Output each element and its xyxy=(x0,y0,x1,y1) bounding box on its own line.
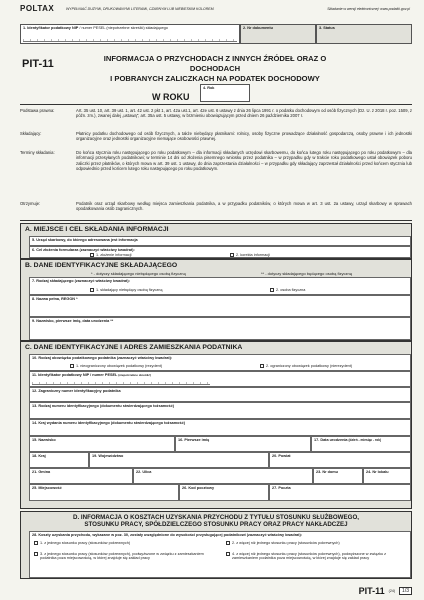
resident-checkbox[interactable] xyxy=(70,364,74,368)
legal-info-block xyxy=(20,104,412,221)
natural-person-checkbox[interactable] xyxy=(270,288,274,292)
submitter-value: Płatnicy podatku dochodowego od osób fizycznych, a także niebędący płatnikami: rolnicy, osoby fizyczne prowadzące działalność gospodarczą, osoby prawne i ich jednostki organizacyjne oraz jednostki organizacyjne niemające osobowości prawnej. xyxy=(76,131,412,142)
costs-field xyxy=(29,531,411,578)
nonresident-checkbox[interactable] xyxy=(260,364,264,368)
section-c xyxy=(20,341,412,509)
document-number-label: 2. Nr dokumentu xyxy=(243,26,273,30)
taxpayer-nip-sublabel: (niepotrzebne skreślić) xyxy=(117,373,151,377)
year-label: 4. Rok xyxy=(203,86,215,90)
submitter-type-field xyxy=(29,277,411,295)
cost-option-1-checkbox[interactable] xyxy=(34,541,38,545)
tax-obligation-sublabel: (zaznaczyć właściwy kwadrat): xyxy=(115,356,173,360)
correction-checkbox[interactable] xyxy=(230,253,234,257)
correction-option[interactable]: 2. korekta informacji xyxy=(230,253,270,257)
birth-date-label: 17. Data urodzenia xyxy=(314,438,348,442)
submitter-type-sublabel: (zaznaczyć właściwy kwadrat): xyxy=(73,279,130,283)
natural-person-note: ** - dotyczy składającego będącego osobą fizyczną xyxy=(261,271,352,276)
submitter-key: Składający: xyxy=(20,131,42,136)
purpose-sublabel: (zaznaczyć właściwy kwadrat): xyxy=(78,248,135,252)
municipality-label: 21. Gmina xyxy=(32,470,51,474)
section-a xyxy=(20,223,412,259)
legal-basis-value: Art. 35 ust. 10, art. 39 ust. 1, art. 42 ust. 2 pkt 1, art. 42a ust.1, art. 42e ust. 6 ustawy z dnia 26 lipca 1991 r. o podatku dochodowym od osób fizycznych (Dz. U. z 2018 r. poz. 1509, z późn. zm.), zwanej dalej „ustawą”; art. 35a ust. 5 ustawy, w brzmieniu obowiązującym przed dniem 26 października 2007 r. xyxy=(76,108,412,119)
w-roku-label: W ROKU xyxy=(152,92,190,102)
section-d-title xyxy=(21,512,411,531)
cost-option-4-checkbox[interactable] xyxy=(226,552,230,556)
page-number: 1/3 xyxy=(399,587,412,595)
id-type-field[interactable] xyxy=(29,402,411,419)
recipient-value: Podatnik oraz urząd skarbowy według miejsca zamieszkania podatnika, a w przypadku podatników, o których mowa w art. 3 ust. 2a ustawy, urząd skarbowy w sprawach opodatkowania osób zagranicznych. xyxy=(76,201,412,212)
first-name-label: 16. Pierwsze imię xyxy=(178,438,210,442)
submission-checkbox[interactable] xyxy=(90,253,94,257)
tax-obligation-label: 10. Rodzaj obowiązku podatkowego podatnika xyxy=(32,356,116,360)
id-country-field[interactable] xyxy=(29,419,411,436)
deadlines-row xyxy=(20,150,412,171)
legal-entity-option[interactable]: 1. składający niebędący osobą fizyczną xyxy=(90,288,163,292)
apartment-number-label: 24. Nr lokalu xyxy=(366,470,389,474)
full-name-regon-field[interactable] xyxy=(29,295,411,317)
status-label: 3. Status xyxy=(319,26,335,30)
birth-date-sublabel: (dzień - miesiąc - rok) xyxy=(347,438,382,442)
non-natural-note: * - dotyczy składającego niebędącego osobą fizyczną xyxy=(91,271,186,276)
section-b xyxy=(20,259,412,341)
nonresident-option[interactable]: 2. ograniczony obowiązek podatkowy (nierezydent) xyxy=(260,364,352,368)
status-field xyxy=(316,24,412,44)
legal-basis-key: Podstawa prawna: xyxy=(20,108,55,113)
footer-form-version: (24) xyxy=(388,589,396,593)
id-type-label: 13. Rodzaj numeru identyfikacyjnego (dokumentu stwierdzającego tożsamość) xyxy=(32,404,174,408)
legal-basis-row xyxy=(20,108,412,119)
cost-option-2-checkbox[interactable] xyxy=(226,541,230,545)
taxpayer-nip-cells xyxy=(32,382,210,385)
post-office-field[interactable] xyxy=(269,484,411,501)
natural-person-option[interactable]: 2. osoba fizyczna xyxy=(270,288,305,292)
first-name-field[interactable] xyxy=(175,436,311,452)
cost-option-4[interactable]: 4. z więcej niż jednego stosunku pracy (stosunków pokrewnych), podwyższone w związku z zamieszkaniem podatnika poza miejscowością, w której znajduje się zakład pracy xyxy=(226,552,410,560)
section-b-title: B. DANE IDENTYFIKACYJNE SKŁADAJĄCEGO xyxy=(25,262,178,269)
form-code: PIT-11 xyxy=(22,58,54,70)
birth-date-field[interactable] xyxy=(311,436,411,452)
taxpayer-nip-label: 11. Identyfikator podatkowy NIP / numer PESEL xyxy=(32,373,118,377)
tax-office-label: 5. Urząd skarbowy, do którego adresowana jest informacja xyxy=(32,238,138,242)
poltax-logo: POLTAX xyxy=(20,4,55,13)
surname-label: 15. Nazwisko xyxy=(32,438,56,442)
id-country-label: 14. Kraj wydania numeru identyfikacyjnego (dokumentu stwierdzającego tożsamość) xyxy=(32,421,185,425)
postal-code-label: 26. Kod pocztowy xyxy=(182,486,215,490)
deadlines-key: Terminy składania: xyxy=(20,150,55,155)
taxpayer-nip-field[interactable] xyxy=(29,371,411,387)
year-field[interactable] xyxy=(200,84,250,102)
person-name-birthdate-field[interactable] xyxy=(29,317,411,340)
apartment-number-field[interactable] xyxy=(363,468,411,484)
legal-entity-checkbox[interactable] xyxy=(90,288,94,292)
voivodeship-label: 19. Województwo xyxy=(92,454,124,458)
nip-sublabel: / numer PESEL (niepotrzebne skreślić) składającego xyxy=(78,26,168,30)
costs-label: 28. Koszty uzyskania przychodu, wykazane w poz. 30, zostały uwzględnione do wysokości przysługującej podatnikowi xyxy=(32,533,246,537)
submitter-row xyxy=(20,131,412,142)
section-a-title: A. MIEJSCE I CEL SKŁADANIA INFORMACJI xyxy=(25,226,169,233)
nip-label: 1. Identyfikator podatkowy NIP xyxy=(23,26,79,30)
deadlines-value: Do końca stycznia roku następującego po roku podatkowym – dla informacji składanych urzędowi skarbowemu, do końca lutego roku następującego po roku podatkowym – dla informacji przesyłanych podatnikowi; w terminie 14 dni od złożenia pisemnego wniosku przez podatnika – w przypadku gdy w trakcie roku podatkowego ustał obowiązek poboru zaliczki przez płatników, o których mowa w art. 39 ust. 1 ustawy, do dnia zaprzestania działalności – w przypadku gdy składający zaprzestał działalności przed końcem stycznia lub odpowiednio przed końcem lutego roku następującego po roku podatkowym. xyxy=(76,150,412,171)
city-label: 25. Miejscowość xyxy=(32,486,62,490)
submission-option[interactable]: 1. złożenie informacji xyxy=(90,253,131,257)
city-field[interactable] xyxy=(29,484,179,501)
cost-option-3-checkbox[interactable] xyxy=(34,552,38,556)
street-label: 22. Ulica xyxy=(136,470,152,474)
county-label: 20. Powiat xyxy=(272,454,291,458)
person-name-birthdate-label: 9. Nazwisko, pierwsze imię, data urodzenia ** xyxy=(32,319,114,323)
fill-instructions: WYPEŁNIAĆ DUŻYMI, DRUKOWANYMI LITERAMI, CZARNYM LUB NIEBIESKIM KOLOREM. xyxy=(66,6,215,11)
cost-option-1[interactable]: 1. z jednego stosunku pracy (stosunków pokrewnych) xyxy=(34,541,214,545)
county-field[interactable] xyxy=(269,452,411,468)
footer-form-code: PIT-11 xyxy=(358,586,385,596)
section-d-title-line1: D. INFORMACJA O KOSZTACH UZYSKANIA PRZYCHODU Z TYTUŁU STOSUNKU SŁUŻBOWEGO, xyxy=(73,514,359,521)
page-footer xyxy=(359,586,412,596)
electronic-filing-note: Składanie w wersji elektronicznej: www.podatki.gov.pl xyxy=(327,6,410,11)
submitter-type-label: 7. Rodzaj składającego xyxy=(32,279,74,283)
voivodeship-field[interactable] xyxy=(89,452,269,468)
document-number-field xyxy=(240,24,316,44)
street-field[interactable] xyxy=(133,468,313,484)
full-name-regon-label: 8. Nazwa pełna, REGON * xyxy=(32,297,78,301)
section-d-title-line2: STOSUNKU PRACY, SPÓŁDZIELCZEGO STOSUNKU PRACY ORAZ PRACY NAKŁADCZEJ xyxy=(84,521,348,529)
section-d xyxy=(20,511,412,579)
cost-option-2[interactable]: 2. z więcej niż jednego stosunku pracy (stosunków pokrewnych) xyxy=(226,541,410,545)
postal-code-field[interactable] xyxy=(179,484,269,501)
tax-obligation-field xyxy=(29,354,411,371)
post-office-label: 27. Poczta xyxy=(272,486,291,490)
top-banner xyxy=(20,4,410,13)
municipality-field[interactable] xyxy=(29,468,133,484)
tax-office-field[interactable] xyxy=(29,236,411,246)
costs-sublabel: (zaznaczyć właściwy kwadrat): xyxy=(245,533,303,537)
country-label: 18. Kraj xyxy=(32,454,46,458)
resident-option[interactable]: 1. nieograniczony obowiązek podatkowy (rezydent) xyxy=(70,364,162,368)
cost-option-3[interactable]: 3. z jednego stosunku pracy (stosunków pokrewnych), podwyższone w związku z zamieszkaniem podatnika poza miejscowością, w której znajduje się zakład pracy xyxy=(34,552,218,560)
foreign-id-field[interactable] xyxy=(29,387,411,402)
house-number-field[interactable] xyxy=(313,468,363,484)
purpose-field xyxy=(29,246,411,258)
section-c-title: C. DANE IDENTYFIKACYJNE I ADRES ZAMIESZKANIA PODATNIKA xyxy=(25,344,243,351)
nip-pesel-field[interactable] xyxy=(20,24,240,44)
nip-digit-cells xyxy=(23,39,237,42)
house-number-label: 23. Nr domu xyxy=(316,470,338,474)
recipient-key: Otrzymuje: xyxy=(20,201,41,206)
foreign-id-label: 12. Zagraniczny numer identyfikacyjny podatnika xyxy=(32,389,121,393)
country-field[interactable] xyxy=(29,452,89,468)
purpose-label: 6. Cel złożenia formularza xyxy=(32,248,79,252)
recipient-row xyxy=(20,201,412,212)
form-title xyxy=(90,54,340,84)
form-title-line2: I POBRANYCH ZALICZKACH NA PODATEK DOCHODOWY xyxy=(110,73,320,83)
form-title-line1: INFORMACJA O PRZYCHODACH Z INNYCH ŹRÓDEŁ ORAZ O DOCHODACH xyxy=(103,54,327,73)
surname-field[interactable] xyxy=(29,436,175,452)
